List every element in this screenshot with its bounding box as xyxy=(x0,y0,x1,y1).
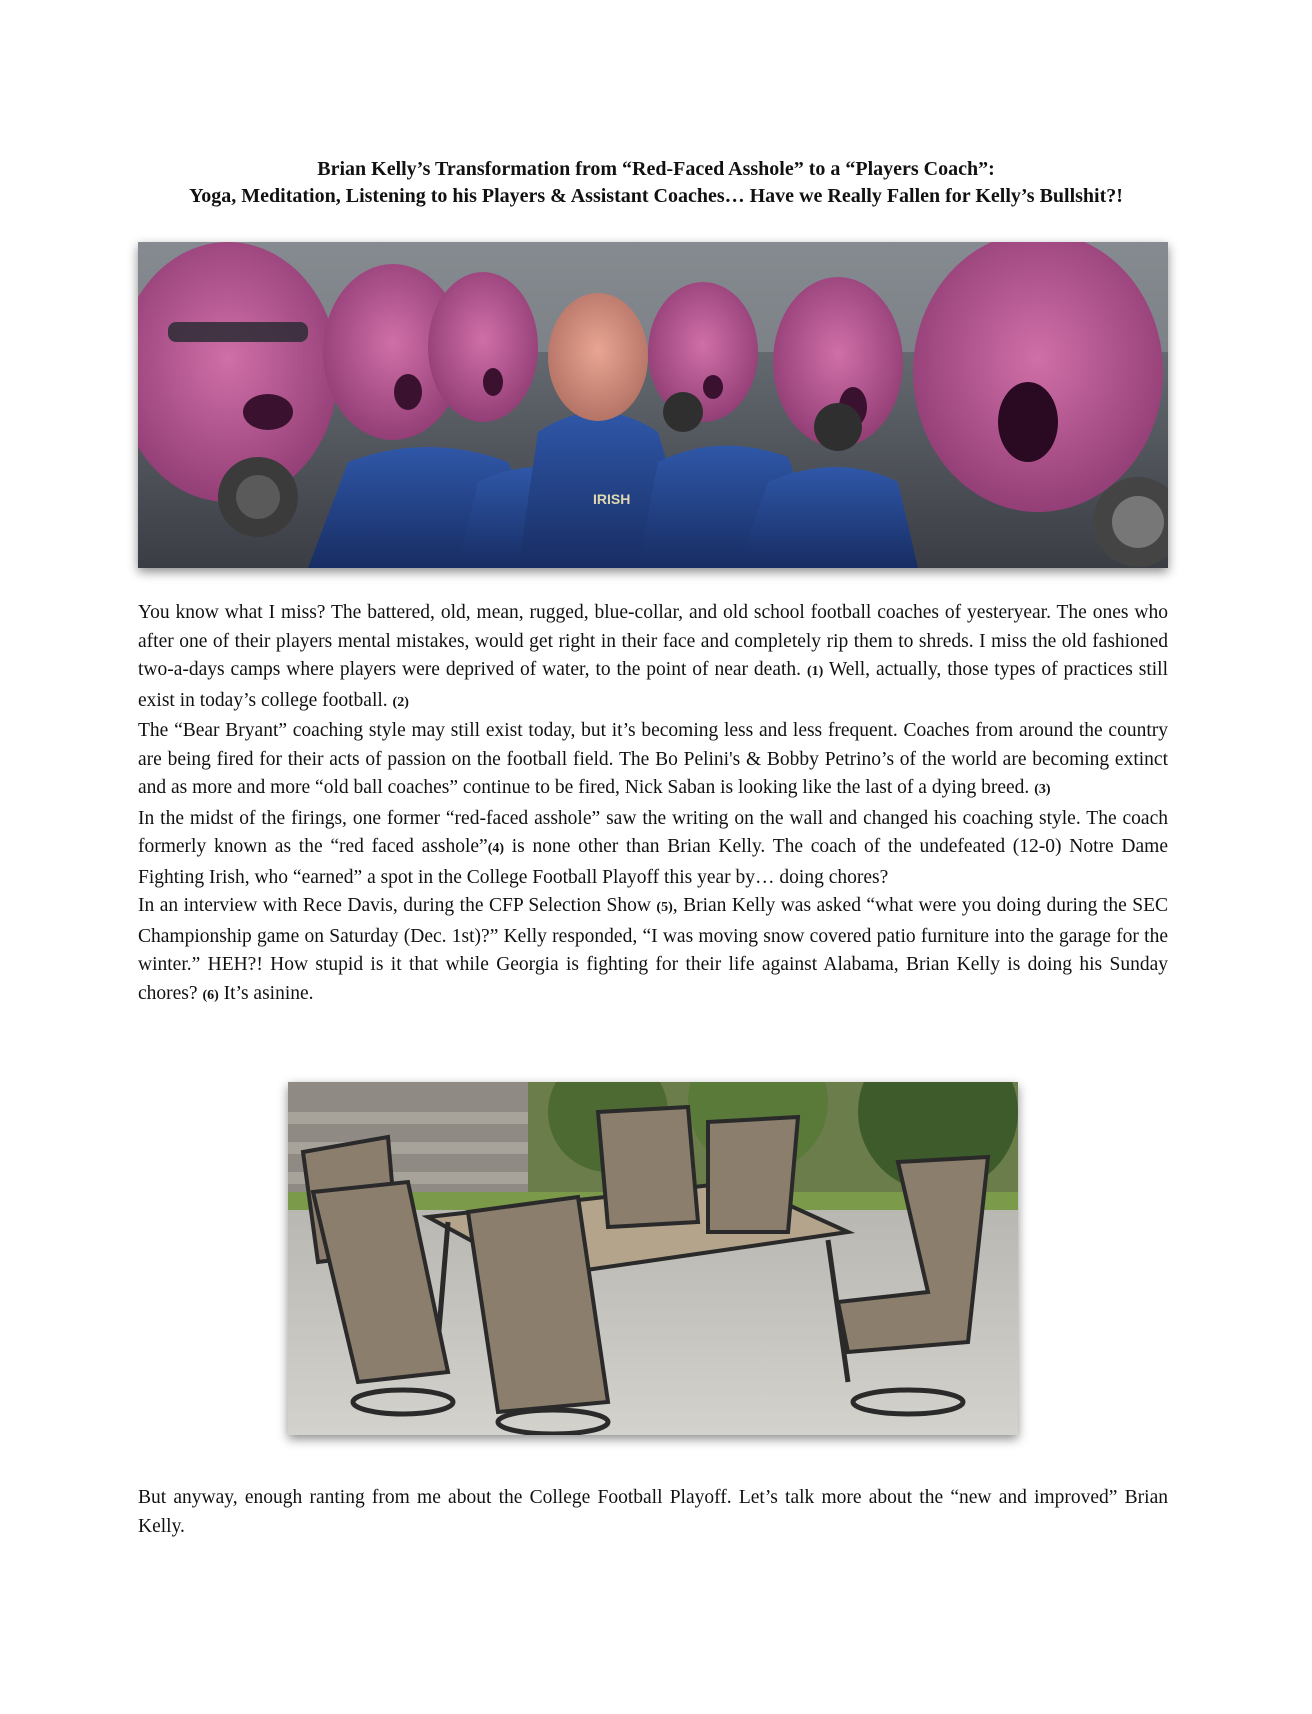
closing-paragraph xyxy=(138,1484,1168,1541)
paragraph-text: Well, actually, those types of practices still exist in today’s college football. xyxy=(138,659,1168,711)
paragraph-text: In an interview with Rece Davis, during the CFP Selection Show xyxy=(138,895,657,916)
footnote-ref-3[interactable]: (3) xyxy=(1034,782,1051,797)
closing-text: But anyway, enough ranting from me about the College Football Playoff. Let’s talk more about the “new and improved” Brian Kelly. xyxy=(138,1487,1168,1537)
footnote-ref-2[interactable]: (2) xyxy=(392,694,409,710)
footnote-ref-1[interactable]: (1) xyxy=(806,664,824,679)
paragraph-text: is none other than Brian Kelly. The coach of the undefeated (12-0) Notre Dame Fighting Irish, who “earned” a spot in the College Football Playoff this year by… doing chores? xyxy=(138,836,1168,888)
paragraph-3 xyxy=(138,805,1168,893)
paragraph-text: The “Bear Bryant” coaching style may still exist today, but it’s becoming less and less frequent. Coaches from around the country are being fired for their acts of passion on the football field. The Bo Pelini's & Bobby Petrino’s of the world are becoming extinct and as more and more “old ball coaches” continue to be fired, Nick Saban is looking like the last of a dying breed. xyxy=(138,720,1168,798)
paragraph-text: You know what I miss? The battered, old, mean, rugged, blue-collar, and old school football coaches of yesteryear. The ones who after one of their players mental mistakes, would get right in their face and completely rip them to shreds. I miss the old fashioned two-a-days camps where players were deprived of water, to the point of near death. xyxy=(138,602,1168,680)
article-title xyxy=(120,156,1192,210)
patio-furniture-photo xyxy=(288,1082,1018,1435)
paragraph-text: It’s asinine. xyxy=(218,982,314,1004)
paragraph-1 xyxy=(138,599,1168,717)
title-line-2: Yoga, Meditation, Listening to his Players & Assistant Coaches… Have we Really Fallen for Kelly’s Bullshit?! xyxy=(189,185,1123,207)
paragraph-text: , Brian Kelly was asked “what were you doing during the SEC Championship game on Saturday (Dec. 1st)?” Kelly responded, “I was moving snow covered patio furniture into the garage for the winter.” HEH?! How stupid is it that while Georgia is fighting for their life against Alabama, Brian Kelly is doing his Sunday chores? xyxy=(138,895,1168,1004)
footnote-ref-6[interactable]: (6) xyxy=(202,987,219,1003)
paragraph-2 xyxy=(138,717,1168,805)
footnote-ref-4[interactable]: (4) xyxy=(487,841,505,856)
article-body xyxy=(138,599,1168,1010)
coach-collage-photo xyxy=(138,242,1168,568)
title-line-1: Brian Kelly’s Transformation from “Red-Faced Asshole” to a “Players Coach”: xyxy=(317,158,995,180)
jacket-logo-text: IRISH xyxy=(593,491,631,507)
paragraph-4 xyxy=(138,892,1168,1010)
footnote-ref-5[interactable]: (5) xyxy=(656,900,673,915)
paragraph-text: In the midst of the firings, one former “red-faced asshole” saw the writing on the wall and changed his coaching style. The coach formerly known as the “red faced asshole” xyxy=(138,807,1168,857)
